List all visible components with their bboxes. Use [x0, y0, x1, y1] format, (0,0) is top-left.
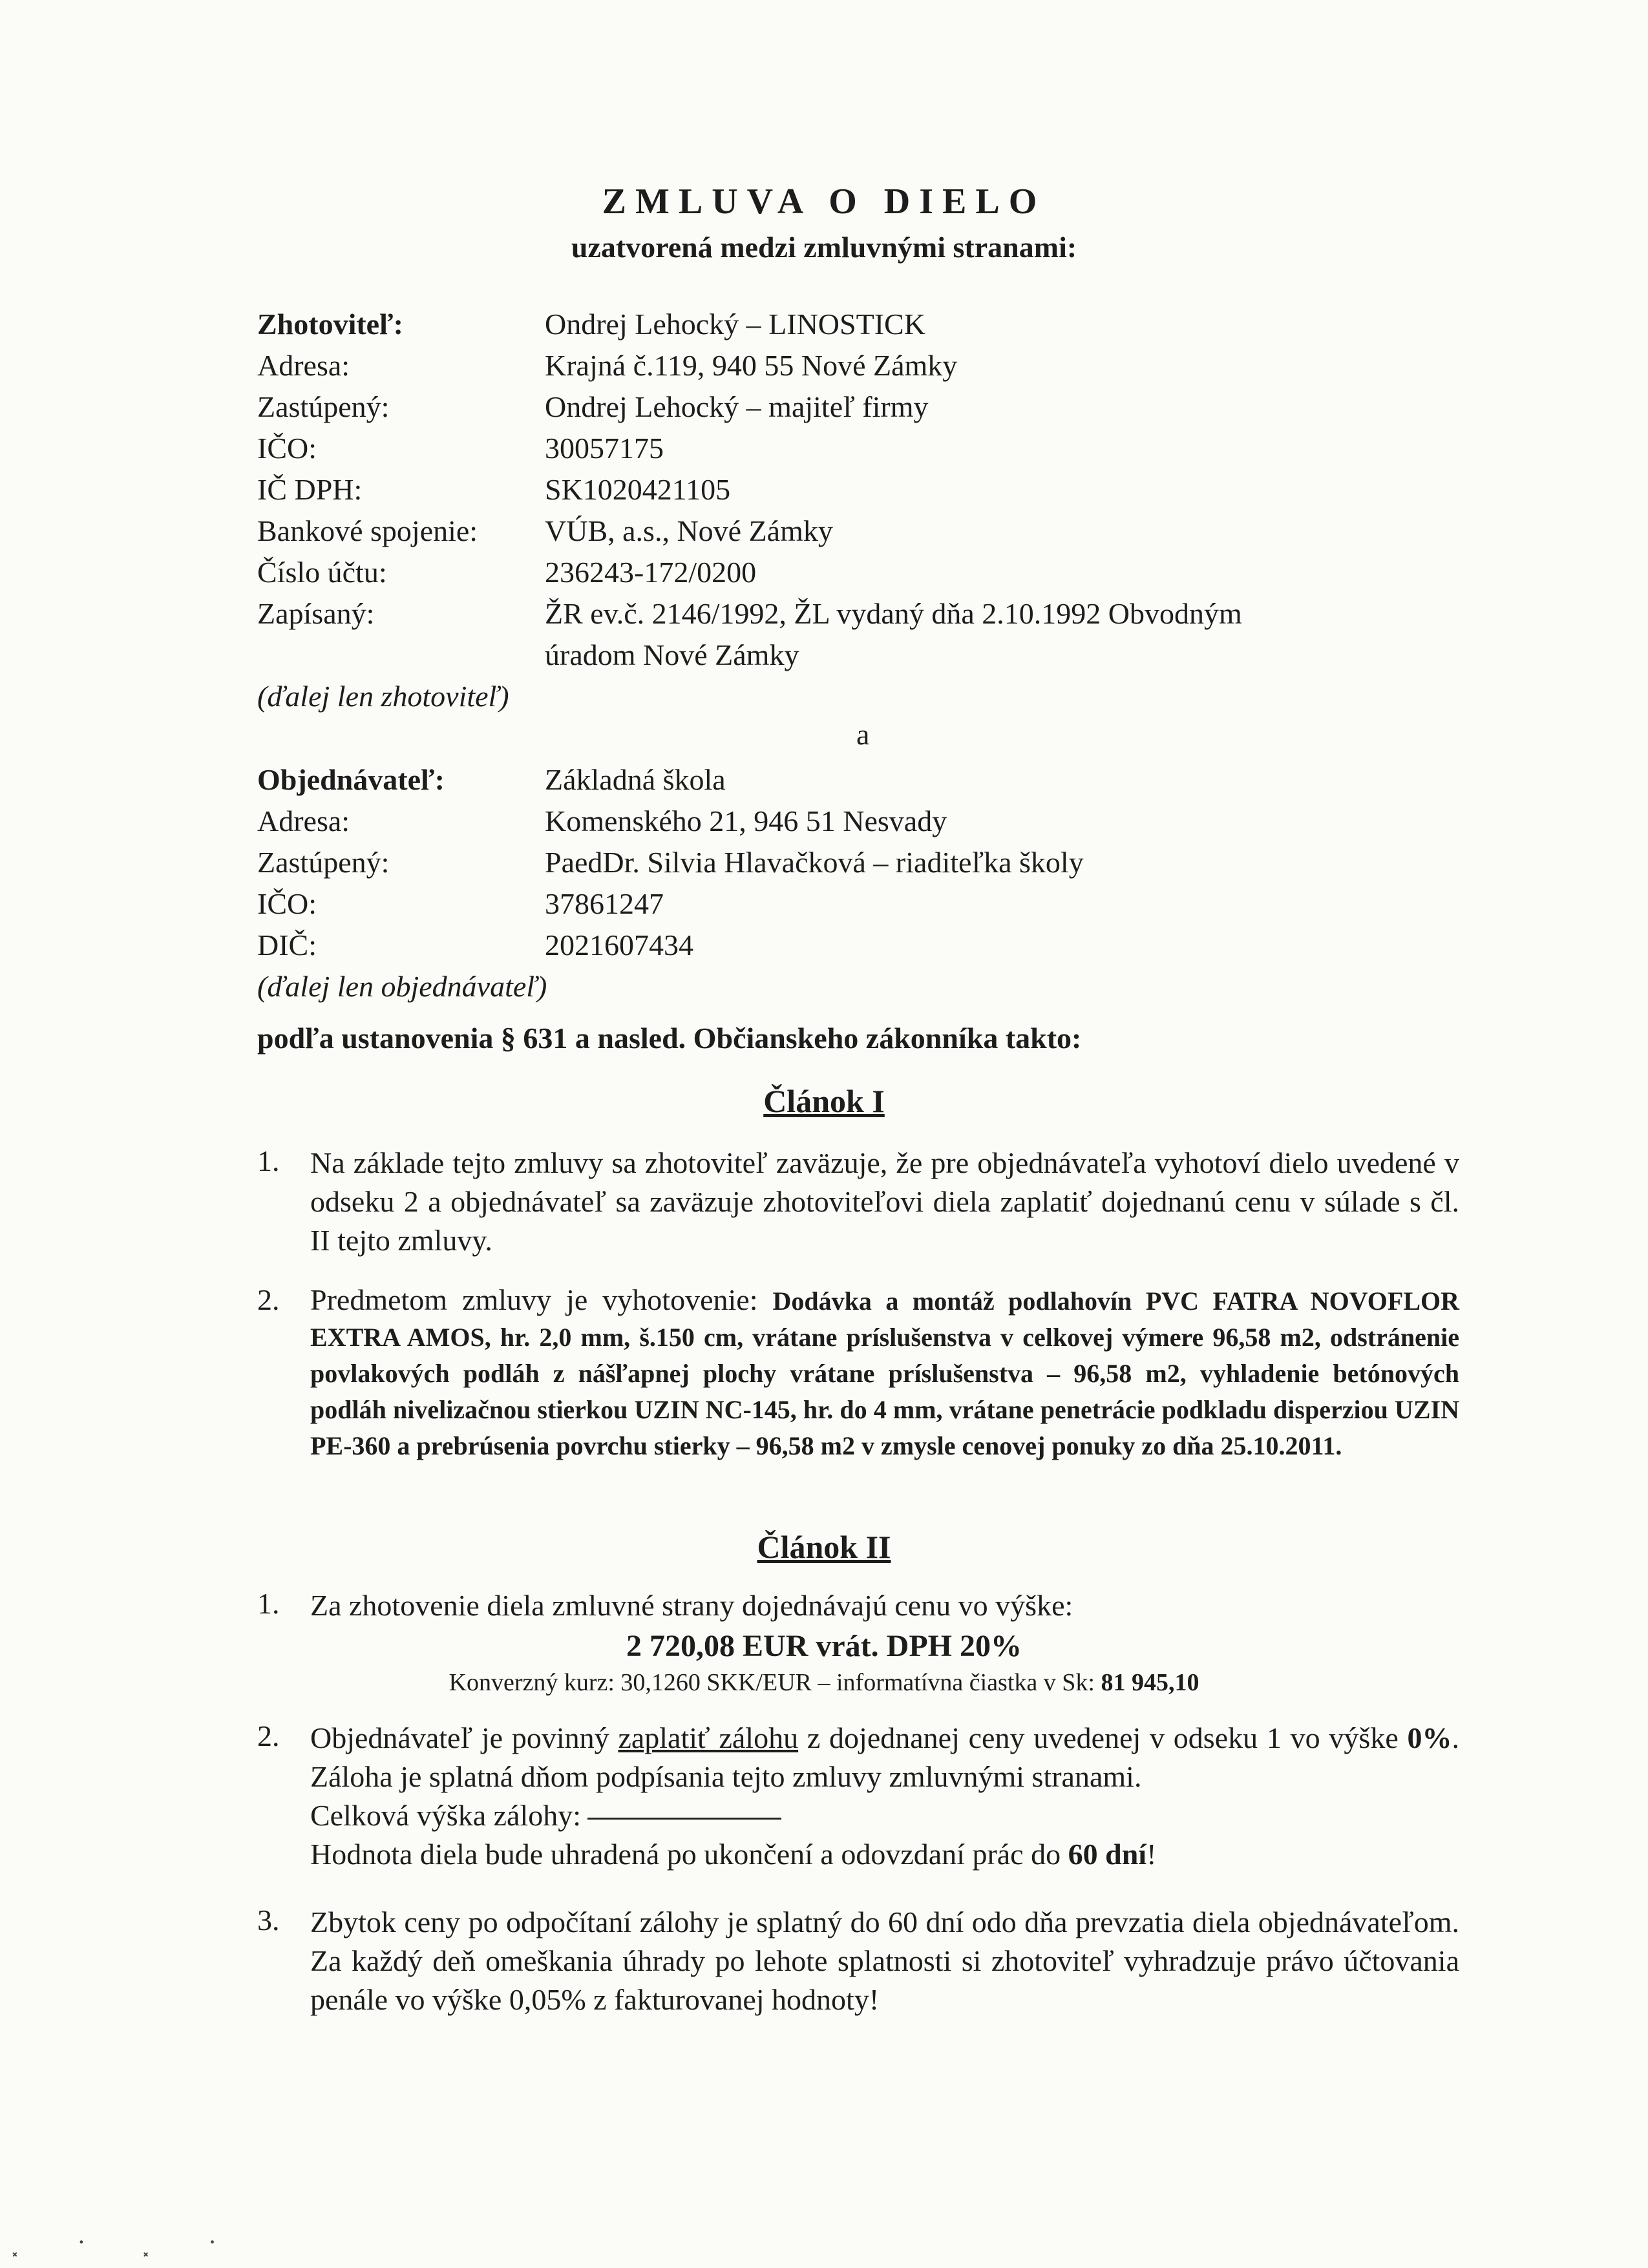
text-fragment: . Záloha je splatná dňom podpísania tejto zmluvy zmluvnými stranami.: [310, 1721, 1460, 1793]
contractor-row: [257, 510, 1485, 552]
article-1-paragraph-2: [257, 1283, 1459, 1464]
article-1-heading: Článok I: [763, 1083, 885, 1119]
paragraph-text: [310, 1283, 1459, 1464]
contractor-label: IČO:: [257, 432, 317, 465]
blank-line: [587, 1818, 781, 1820]
contractor-note: (ďalej len zhotoviteľ): [257, 680, 509, 713]
paragraph-number: 2.: [257, 1719, 280, 1752]
paragraph-number: 3.: [257, 1904, 280, 1937]
paragraph-text: Na základe tejto zmluvy sa zhotoviteľ zaväzuje, že pre objednávateľa vyhotoví dielo uvedené v odseku 2 a objednávateľ sa zaväzuje zhotoviteľovi diela zaplatiť dojednanú cenu v súlade s čl. II tejto zmluvy.: [310, 1146, 1459, 1257]
contractor-value: SK1020421105: [545, 473, 731, 506]
document-title: ZMLUVA O DIELO: [602, 182, 1046, 222]
contractor-row: [257, 386, 1485, 428]
paragraph-text: Zbytok ceny po odpočítaní zálohy je splatný do 60 dní odo dňa prevzatia diela objednávateľom. Za každý deň omeškania úhrady po lehote splatnosti si zhotoviteľ vyhradzuje právo účtovania penále vo výške 0,05% z fakturovanej hodnoty!: [310, 1906, 1459, 2016]
paragraph-intro: Predmetom zmluvy je vyhotovenie:: [310, 1283, 758, 1316]
contractor-row: [257, 345, 1485, 386]
contractor-label: Číslo účtu:: [257, 556, 387, 589]
contractor-row: [257, 428, 1485, 469]
article-2-paragraph-1: [257, 1586, 1459, 1625]
article-2-heading: Článok II: [757, 1529, 891, 1565]
paragraph-number: 2.: [257, 1283, 280, 1316]
contractor-label: Zapísaný:: [257, 597, 375, 630]
contract-price: 2 720,08 EUR vrát. DPH 20%: [626, 1629, 1022, 1663]
paragraph-number: 1.: [257, 1144, 280, 1177]
article-2-paragraph-3: [257, 1903, 1459, 2019]
contractor-value: ŽR ev.č. 2146/1992, ŽL vydaný dňa 2.10.1992 Obvodným: [545, 597, 1242, 630]
conversion-rate-value: 81 945,10: [1101, 1669, 1199, 1696]
contractor-row: [257, 593, 1485, 635]
text-fragment: z dojednanej ceny uvedenej v odseku 1 vo výške: [807, 1721, 1399, 1754]
paragraph-text: [310, 1719, 1459, 1874]
contractor-value: 236243-172/0200: [545, 556, 757, 589]
contractor-label: [257, 635, 545, 676]
text-fragment: !: [1146, 1838, 1157, 1871]
deposit-percent: 0%: [1407, 1721, 1452, 1754]
client-row: [257, 759, 1485, 801]
legal-basis: podľa ustanovenia § 631 a nasled. Občianskeho zákonníka takto:: [257, 1022, 1082, 1055]
client-label: Objednávateľ:: [257, 763, 445, 796]
contractor-label: Zhotoviteľ:: [257, 308, 403, 341]
contractor-value: Ondrej Lehocký – LINOSTICK: [545, 308, 925, 341]
contractor-row: [257, 469, 1485, 510]
deposit-total-label: Celková výška zálohy:: [310, 1799, 582, 1832]
paragraph-number: 1.: [257, 1587, 280, 1620]
article-1-paragraph-1: [257, 1144, 1459, 1260]
client-value: Komenského 21, 946 51 Nesvady: [545, 804, 947, 837]
contractor-row: [257, 635, 1485, 676]
client-value: 2021607434: [545, 929, 693, 961]
client-note: (ďalej len objednávateľ): [257, 970, 547, 1003]
client-label: IČO:: [257, 887, 317, 920]
contractor-value: VÚB, a.s., Nové Zámky: [545, 514, 833, 547]
client-label: Adresa:: [257, 804, 350, 837]
underlined-text: zaplatiť zálohu: [618, 1721, 799, 1754]
client-row: [257, 842, 1485, 883]
parties-separator: a: [856, 718, 870, 751]
text-fragment: Objednávateľ je povinný: [310, 1721, 609, 1754]
client-row: [257, 925, 1485, 966]
contractor-label: IČ DPH:: [257, 473, 363, 506]
scan-specks: ⸼ · ⸼ ·: [13, 2227, 243, 2256]
contractor-value: úradom Nové Zámky: [545, 638, 799, 671]
client-label: DIČ:: [257, 929, 317, 961]
conversion-rate-text: Konverzný kurz: 30,1260 SKK/EUR – informatívna čiastka v Sk:: [449, 1669, 1095, 1696]
client-value: 37861247: [545, 887, 664, 920]
article-2-paragraph-2: [257, 1719, 1459, 1874]
payment-term: 60 dní: [1068, 1838, 1147, 1871]
contractor-block: [257, 304, 1485, 717]
client-value: PaedDr. Silvia Hlavačková – riaditeľka školy: [545, 846, 1084, 879]
work-description: Dodávka a montáž podlahovín PVC FATRA NOVOFLOR EXTRA AMOS, hr. 2,0 mm, š.150 cm, vrátane príslušenstva v celkovej výmere 96,58 m2, odstránenie povlakových podláh z nášľapnej plochy vrátane príslušenstva – 96,58 m2, vyhladenie betónových podláh nivelizačnou stierkou UZIN NC-145, hr. do 4 mm, vrátane penetrácie podkladu disperziou UZIN PE-360 a prebrúsenia povrchu stierky – 96,58 m2 v zmysle cenovej ponuky zo dňa 25.10.2011.: [310, 1286, 1459, 1460]
contractor-label: Zastúpený:: [257, 390, 390, 423]
contractor-value: 30057175: [545, 432, 664, 465]
document-subtitle: uzatvorená medzi zmluvnými stranami:: [571, 231, 1077, 264]
contractor-row: [257, 304, 1485, 345]
client-value: Základná škola: [545, 763, 726, 796]
client-label: Zastúpený:: [257, 846, 390, 879]
paragraph-text: Za zhotovenie diela zmluvné strany dojednávajú cenu vo výške:: [310, 1589, 1073, 1622]
client-row: [257, 883, 1485, 925]
contractor-row: [257, 552, 1485, 593]
contractor-value: Krajná č.119, 940 55 Nové Zámky: [545, 349, 958, 382]
client-block: [257, 759, 1485, 1007]
contractor-value: Ondrej Lehocký – majiteľ firmy: [545, 390, 929, 423]
contractor-label: Bankové spojenie:: [257, 514, 478, 547]
conversion-rate: [0, 1668, 1648, 1697]
client-row: [257, 801, 1485, 842]
contractor-label: Adresa:: [257, 349, 350, 382]
text-fragment: Hodnota diela bude uhradená po ukončení a odovzdaní prác do: [310, 1838, 1061, 1871]
